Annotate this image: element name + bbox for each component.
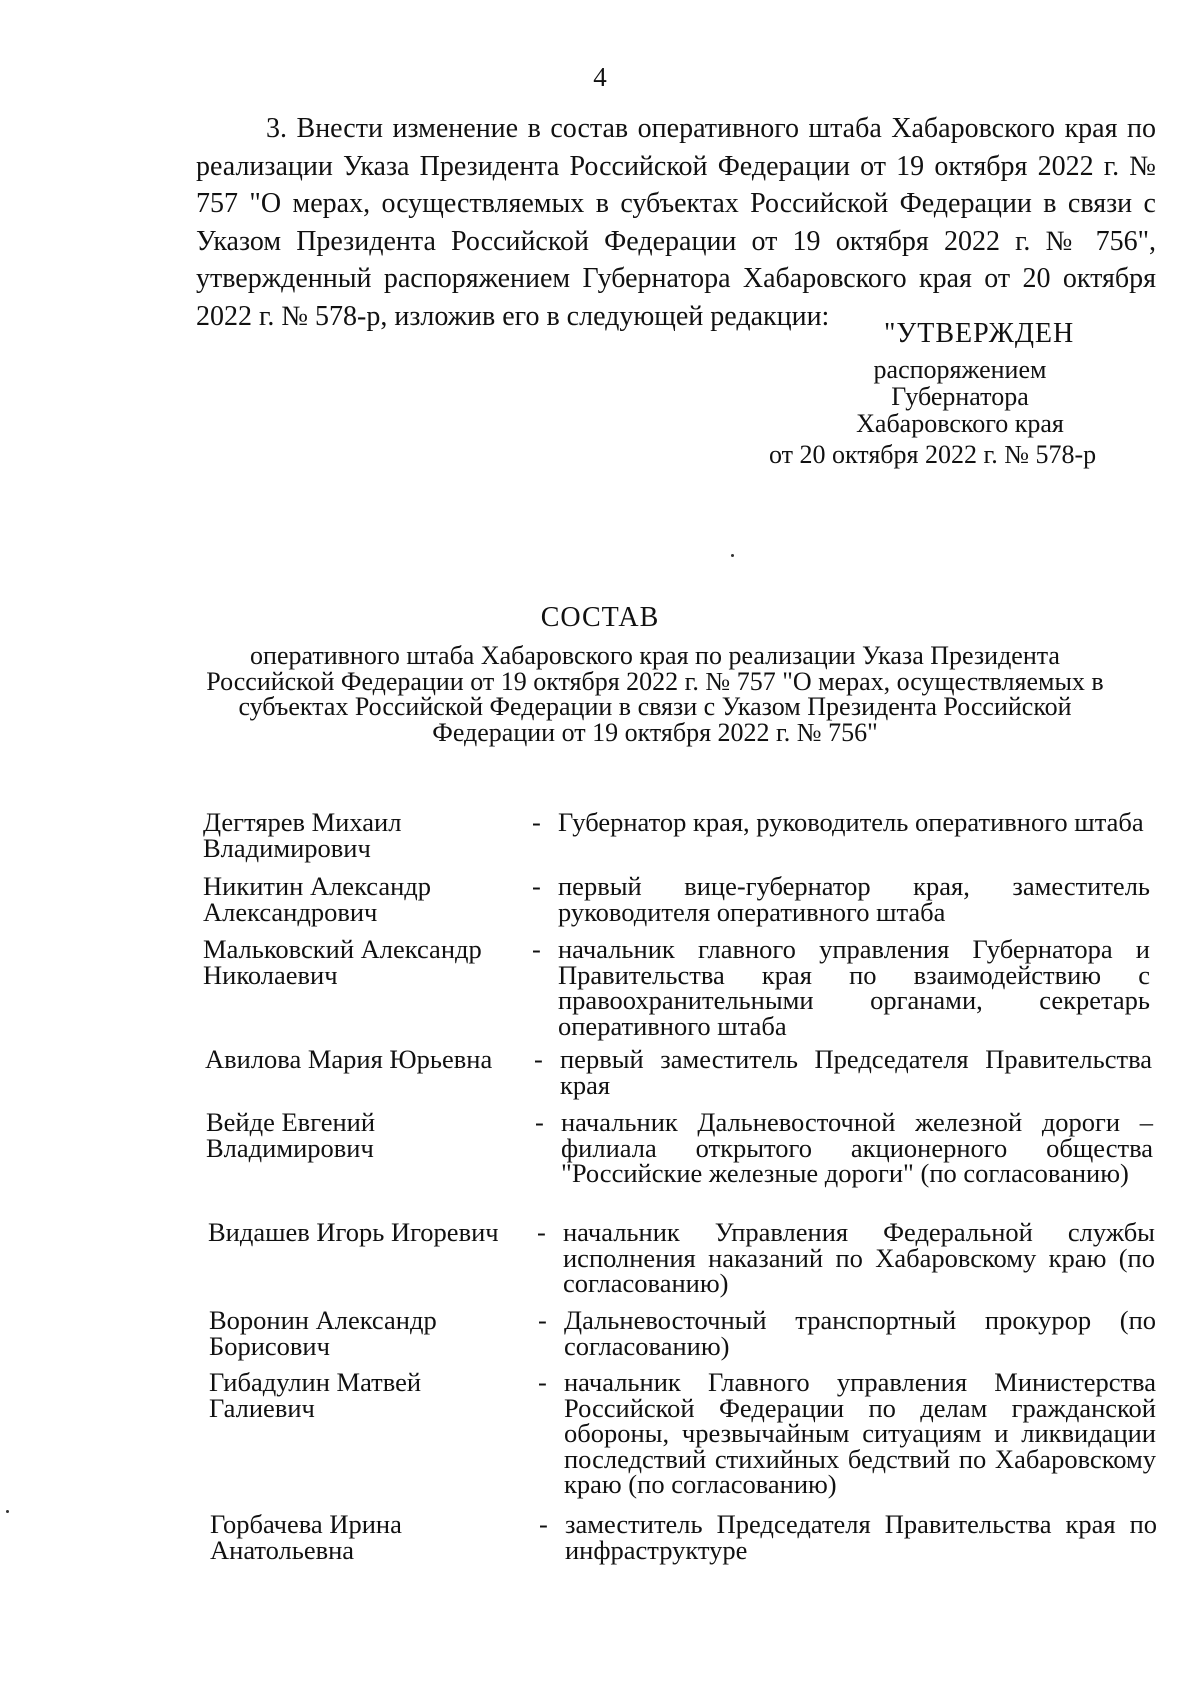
member-role: начальник Дальневосточной железной дороги – филиала открытого акционерного общества "Российские железные дороги" (по согласованию)	[561, 1107, 1153, 1188]
member-role: первый заместитель Председателя Правительства края	[560, 1044, 1152, 1100]
member-dash: -	[535, 1107, 544, 1137]
approval-line-2: Губернатора	[891, 382, 1029, 411]
approval-line-1: распоряжением	[873, 355, 1047, 384]
member-role: начальник Главного управления Министерства Российской Федерации по делам гражданской обороны, чрезвычайным ситуациям и ликвидации последствий стихийных бедствий по Хабаровскому краю (по согласованию)	[564, 1367, 1156, 1499]
member-role: Губернатор края, руководитель оперативного штаба	[558, 807, 1144, 837]
member-name: Авилова Мария Юрьевна	[205, 1044, 493, 1074]
composition-subtitle: оперативного штаба Хабаровского края по реализации Указа Президента Российской Федерации от 19 октября 2022 г. № 757 "О мерах, осуществляемых в субъектах Российской Федерации в связи с Указом Президента Российской Федерации от 19 октября 2022 г. № 756"	[206, 641, 1104, 747]
approval-date: от 20 октября 2022 г. № 578-р	[769, 440, 1097, 469]
member-role: заместитель Председателя Правительства края по инфраструктуре	[565, 1509, 1157, 1565]
member-dash: -	[538, 1305, 547, 1335]
body-paragraph: 3. Внести изменение в состав оперативного штаба Хабаровского края по реализации Указа Президента Российской Федерации от 19 октября 2022 г. № 757 "О мерах, осуществляемых в субъектах Российской Федерации в связи с Указом Президента Российской Федерации от 19 октября 2022 г. № 756", утвержденный распоряжением Губернатора Хабаровского края от 20 октября 2022 г. № 578-р, изложив его в следующей редакции:	[196, 113, 1156, 332]
member-dash: -	[539, 1509, 548, 1539]
member-name: Горбачева Ирина Анатольевна	[210, 1509, 402, 1565]
composition-title: СОСТАВ	[540, 602, 660, 633]
member-name: Воронин Александр Борисович	[209, 1305, 437, 1361]
page-number: 4	[593, 62, 607, 92]
member-name: Мальковский Александр Николаевич	[203, 934, 482, 990]
member-name: Видашев Игорь Игоревич	[208, 1217, 499, 1247]
member-dash: -	[532, 871, 541, 901]
member-name: Дегтярев Михаил Владимирович	[203, 807, 402, 863]
member-role: начальник главного управления Губернатора и Правительства края по взаимодействию с правоохранительными органами, секретарь оперативного штаба	[558, 934, 1150, 1041]
member-name: Никитин Александр Александрович	[203, 871, 432, 927]
member-role: начальник Управления Федеральной службы исполнения наказаний по Хабаровскому краю (по согласованию)	[563, 1217, 1155, 1298]
member-name: Вейде Евгений Владимирович	[206, 1107, 376, 1163]
member-dash: -	[534, 1044, 543, 1074]
member-role: первый вице-губернатор края, заместитель руководителя оперативного штаба	[558, 871, 1150, 927]
member-dash: -	[532, 934, 541, 964]
member-role: Дальневосточный транспортный прокурор (по согласованию)	[564, 1305, 1156, 1361]
approval-title: "УТВЕРЖДЕН	[884, 318, 1075, 349]
member-dash: -	[537, 1217, 546, 1247]
member-name: Гибадулин Матвей Галиевич	[209, 1367, 422, 1423]
approval-line-3: Хабаровского края	[856, 409, 1064, 438]
member-dash: -	[538, 1367, 547, 1397]
member-dash: -	[532, 807, 541, 837]
